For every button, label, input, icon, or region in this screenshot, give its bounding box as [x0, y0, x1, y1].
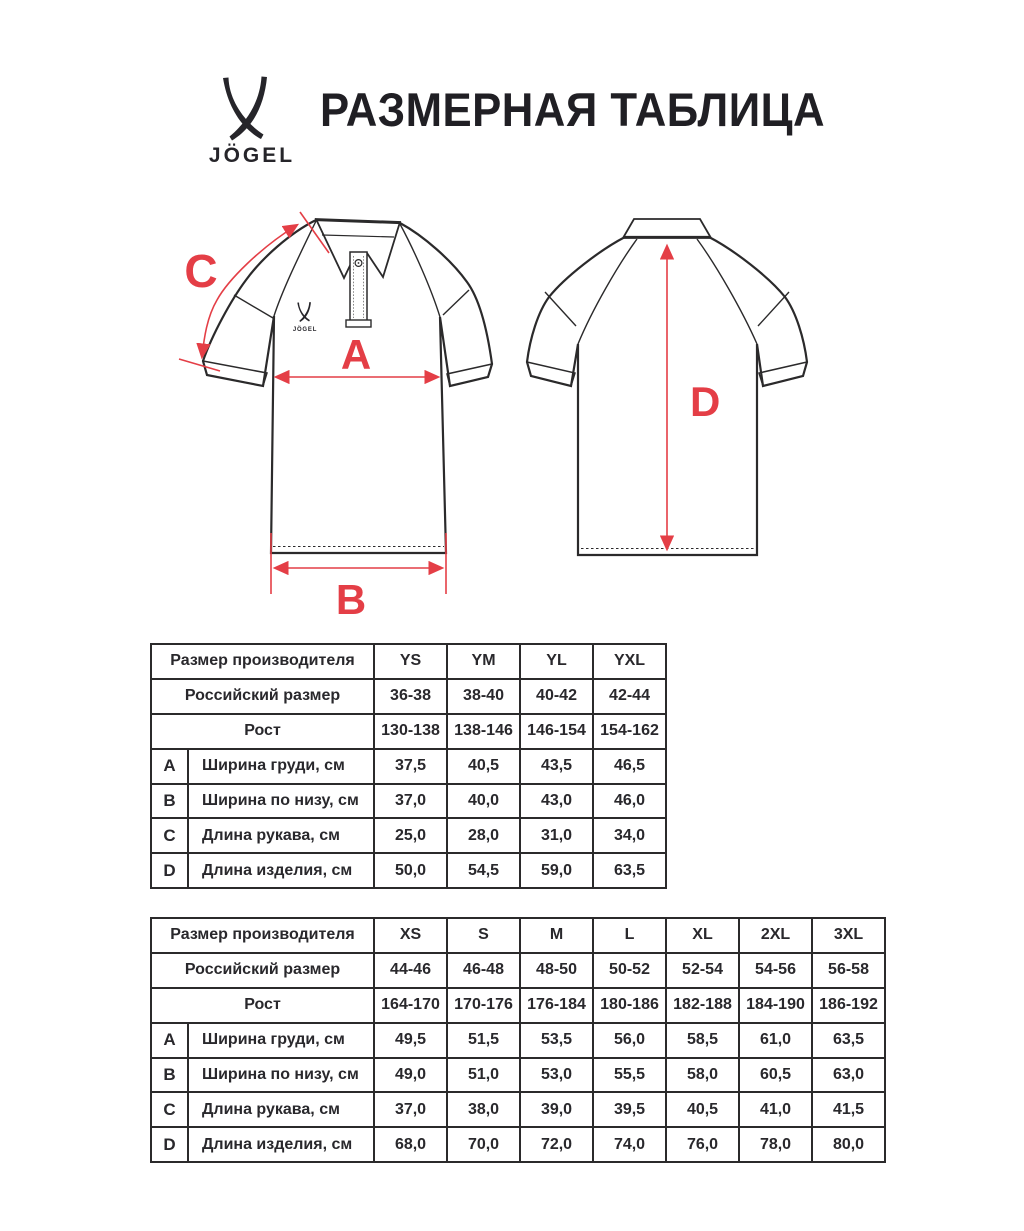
measure-value: 51,0 [447, 1058, 520, 1093]
table-header-row [151, 644, 666, 679]
row-label: Рост [151, 714, 374, 749]
size-table-adult [150, 917, 886, 1163]
measure-value: 59,0 [520, 853, 593, 888]
measure-value: 68,0 [374, 1127, 447, 1162]
row-label: Российский размер [151, 679, 374, 714]
measure-value: 37,0 [374, 1092, 447, 1127]
measure-value: 28,0 [447, 818, 520, 853]
table-header-row [151, 988, 885, 1023]
size-value: S [447, 918, 520, 953]
dimension-letter: A [151, 1023, 188, 1058]
dimension-label-b: B [335, 576, 367, 623]
size-value: 36-38 [374, 679, 447, 714]
measure-value: 50,0 [374, 853, 447, 888]
measure-value: 53,0 [520, 1058, 593, 1093]
measure-label: Длина изделия, см [188, 1127, 374, 1162]
front-view [203, 219, 492, 553]
measure-value: 40,5 [447, 749, 520, 784]
table-measure-row [151, 1023, 885, 1058]
table-measure-row [151, 749, 666, 784]
measure-value: 61,0 [739, 1023, 812, 1058]
size-value: 164-170 [374, 988, 447, 1023]
measure-value: 63,0 [812, 1058, 885, 1093]
size-value: 50-52 [593, 953, 666, 988]
measure-label: Ширина по низу, см [188, 1058, 374, 1093]
size-value: XS [374, 918, 447, 953]
dimension-letter: C [151, 818, 188, 853]
measure-label: Ширина груди, см [188, 1023, 374, 1058]
size-value: 138-146 [447, 714, 520, 749]
row-label: Рост [151, 988, 374, 1023]
measure-value: 43,5 [520, 749, 593, 784]
table-measure-row [151, 853, 666, 888]
measure-value: 49,0 [374, 1058, 447, 1093]
size-value: 170-176 [447, 988, 520, 1023]
measure-value: 43,0 [520, 784, 593, 819]
measure-value: 46,0 [593, 784, 666, 819]
measure-value: 51,5 [447, 1023, 520, 1058]
dimension-label-d: D [690, 378, 721, 425]
measure-value: 58,0 [666, 1058, 739, 1093]
table-measure-row [151, 818, 666, 853]
shirt-chest-logo-text: JÖGEL [292, 327, 318, 333]
size-value: 54-56 [739, 953, 812, 988]
table-header-row [151, 714, 666, 749]
size-value: 3XL [812, 918, 885, 953]
measure-label: Ширина по низу, см [188, 784, 374, 819]
dimension-letter: C [151, 1092, 188, 1127]
size-value: 186-192 [812, 988, 885, 1023]
measure-value: 25,0 [374, 818, 447, 853]
measure-value: 38,0 [447, 1092, 520, 1127]
measure-label: Ширина груди, см [188, 749, 374, 784]
measure-value: 41,5 [812, 1092, 885, 1127]
size-value: 180-186 [593, 988, 666, 1023]
size-value: 2XL [739, 918, 812, 953]
measure-value: 70,0 [447, 1127, 520, 1162]
size-value: 130-138 [374, 714, 447, 749]
size-value: YM [447, 644, 520, 679]
table-header-row [151, 679, 666, 714]
measure-label: Длина изделия, см [188, 853, 374, 888]
measure-value: 58,5 [666, 1023, 739, 1058]
table-measure-row [151, 1058, 885, 1093]
size-value: 154-162 [593, 714, 666, 749]
dimension-letter: A [151, 749, 188, 784]
measure-value: 76,0 [666, 1127, 739, 1162]
measure-value: 72,0 [520, 1127, 593, 1162]
measure-value: 49,5 [374, 1023, 447, 1058]
size-value: YL [520, 644, 593, 679]
size-table-youth [150, 643, 667, 889]
back-collar [623, 219, 711, 238]
measure-value: 80,0 [812, 1127, 885, 1162]
size-value: 56-58 [812, 953, 885, 988]
brand-logo-mark [223, 77, 267, 141]
size-value: 184-190 [739, 988, 812, 1023]
measure-value: 40,5 [666, 1092, 739, 1127]
measure-value: 55,5 [593, 1058, 666, 1093]
measure-value: 46,5 [593, 749, 666, 784]
size-value: XL [666, 918, 739, 953]
size-value: 176-184 [520, 988, 593, 1023]
size-value: 46-48 [447, 953, 520, 988]
measure-value: 63,5 [593, 853, 666, 888]
size-value: 52-54 [666, 953, 739, 988]
size-value: 42-44 [593, 679, 666, 714]
dimension-letter: D [151, 853, 188, 888]
measure-value: 60,5 [739, 1058, 812, 1093]
dimension-letter: D [151, 1127, 188, 1162]
size-value: YXL [593, 644, 666, 679]
size-value: 182-188 [666, 988, 739, 1023]
measure-value: 39,0 [520, 1092, 593, 1127]
table-measure-row [151, 784, 666, 819]
measure-value: 54,5 [447, 853, 520, 888]
dimension-label-c: C [184, 245, 218, 297]
button-hole [358, 262, 360, 264]
page-title: РАЗМЕРНАЯ ТАБЛИЦА [320, 83, 826, 136]
measure-value: 37,0 [374, 784, 447, 819]
placket-bottom-bar [346, 320, 371, 327]
measure-label: Длина рукава, см [188, 818, 374, 853]
size-value: 38-40 [447, 679, 520, 714]
measure-value: 31,0 [520, 818, 593, 853]
dimension-letter: B [151, 784, 188, 819]
size-value: 146-154 [520, 714, 593, 749]
row-label: Размер производителя [151, 644, 374, 679]
measure-value: 41,0 [739, 1092, 812, 1127]
measure-value: 74,0 [593, 1127, 666, 1162]
brand-logo-text: JÖGEL [208, 144, 296, 167]
size-value: 40-42 [520, 679, 593, 714]
measure-value: 78,0 [739, 1127, 812, 1162]
size-value: 48-50 [520, 953, 593, 988]
measure-value: 34,0 [593, 818, 666, 853]
table-measure-row [151, 1092, 885, 1127]
size-value: YS [374, 644, 447, 679]
dimension-letter: B [151, 1058, 188, 1093]
size-value: 44-46 [374, 953, 447, 988]
table-header-row [151, 918, 885, 953]
size-value: M [520, 918, 593, 953]
measure-value: 53,5 [520, 1023, 593, 1058]
measure-value: 56,0 [593, 1023, 666, 1058]
measure-value: 63,5 [812, 1023, 885, 1058]
measure-label: Длина рукава, см [188, 1092, 374, 1127]
measure-value: 37,5 [374, 749, 447, 784]
measure-value: 40,0 [447, 784, 520, 819]
table-header-row [151, 953, 885, 988]
row-label: Российский размер [151, 953, 374, 988]
row-label: Размер производителя [151, 918, 374, 953]
measure-value: 39,5 [593, 1092, 666, 1127]
size-value: L [593, 918, 666, 953]
table-measure-row [151, 1127, 885, 1162]
dimension-label-a: A [340, 331, 372, 378]
